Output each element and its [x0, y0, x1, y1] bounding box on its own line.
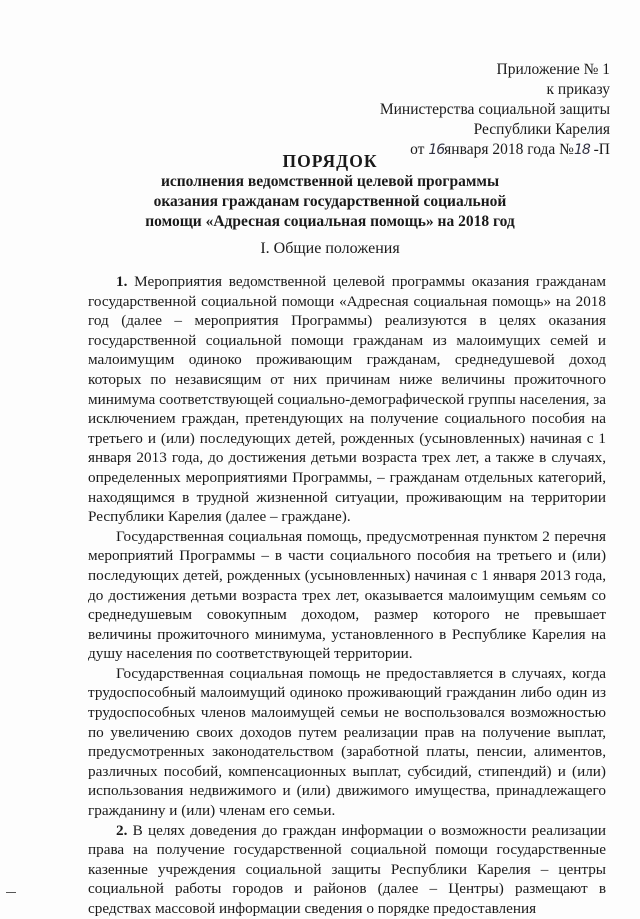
document-title: ПОРЯДОК	[282, 151, 378, 171]
section-heading: I. Общие положения	[260, 240, 400, 257]
appendix-header	[380, 60, 610, 160]
date-middle: января 2018 года №	[444, 141, 574, 158]
date-prefix: от	[410, 141, 425, 158]
paragraph-text: В целях доведения до граждан информации о возможности реализации права на получение государственной социальной помощи государственные казенные учреждения социальной защиты Республики Карелия – центры социальной работы городов и районов (далее – Центры) размещают в средствах массовой информации сведения о порядке предоставления	[88, 821, 606, 917]
paragraph-2	[88, 527, 606, 664]
ministry-name: Министерства социальной защиты	[379, 101, 610, 118]
order-suffix: -П	[593, 141, 610, 158]
subtitle-line-2: оказания гражданам государственной социальной	[153, 193, 507, 210]
paragraph-text: Государственная социальная помощь не предоставляется в случаях, когда трудоспособный малоимущий одиноко проживающий гражданин либо один из трудоспособных членов малоимущей семьи не воспользовался возможностью по увеличению своих доходов путем реализации прав на получение выплат, предусмотренных законодательством (заработной платы, пенсии, алиментов, различных пособий, компенсационных выплат, субсидий, стипендий) и (или) использования недвижимого и (или) движимого имущества, принадлежащего гражданину и (или) членам его семьи.	[88, 664, 606, 820]
paragraph-text: Мероприятия ведомственной целевой программы оказания гражданам государственной социальной помощи «Адресная социальная помощь» на 2018 год (далее – мероприятия Программы) реализуются в целях оказания государственной социальной помощи гражданам из малоимущих семей и малоимущим одиноко проживающим гражданам, среднедушевой доход которых по независящим от них причинам ниже величины прожиточного минимума соответствующей социально-демографической группы населения, за исключением граждан, претендующих на получение социального пособия на третьего и (или) последующих детей, рожденных (усыновленных) начиная с 1 января 2013 года, до достижения детьми возраста трех лет, а также в случаях, определенных мероприятиями Программы, – гражданам отдельных категорий, находящимся в трудной жизненной ситуации, проживающим на территории Республики Карелия (далее – граждане).	[88, 273, 606, 526]
paragraph-text: Государственная социальная помощь, предусмотренная пунктом 2 перечня мероприятий Программы – в части социального пособия на третьего и (или) последующих детей, рожденных (усыновленных) начиная с 1 января 2013 года, до достижения детьми возраста трех лет, оказывается малоимущим семьям со среднедушевым совокупным доходом, размер которого не превышает величины прожиточного минимума, установленного в Республике Карелия на душу населения по соответствующей территории.	[88, 527, 606, 663]
subtitle-line-1: исполнения ведомственной целевой программы	[160, 173, 500, 190]
appendix-number: Приложение № 1	[496, 61, 610, 78]
subtitle-line-3: помощи «Адресная социальная помощь» на 2018 год	[145, 213, 515, 230]
paragraph-4	[88, 821, 606, 919]
handwritten-order-number: 18	[573, 142, 590, 158]
document-title-block	[60, 150, 600, 232]
paragraph-3	[88, 664, 606, 821]
handwritten-day: 16	[428, 142, 445, 158]
scan-edge-mark	[6, 892, 16, 893]
paragraph-number: 2.	[116, 821, 128, 839]
order-reference: к приказу	[546, 81, 610, 98]
paragraph-1	[88, 272, 606, 527]
document-body	[88, 272, 606, 919]
region-name: Республики Карелия	[473, 121, 610, 138]
paragraph-number: 1.	[116, 273, 128, 290]
